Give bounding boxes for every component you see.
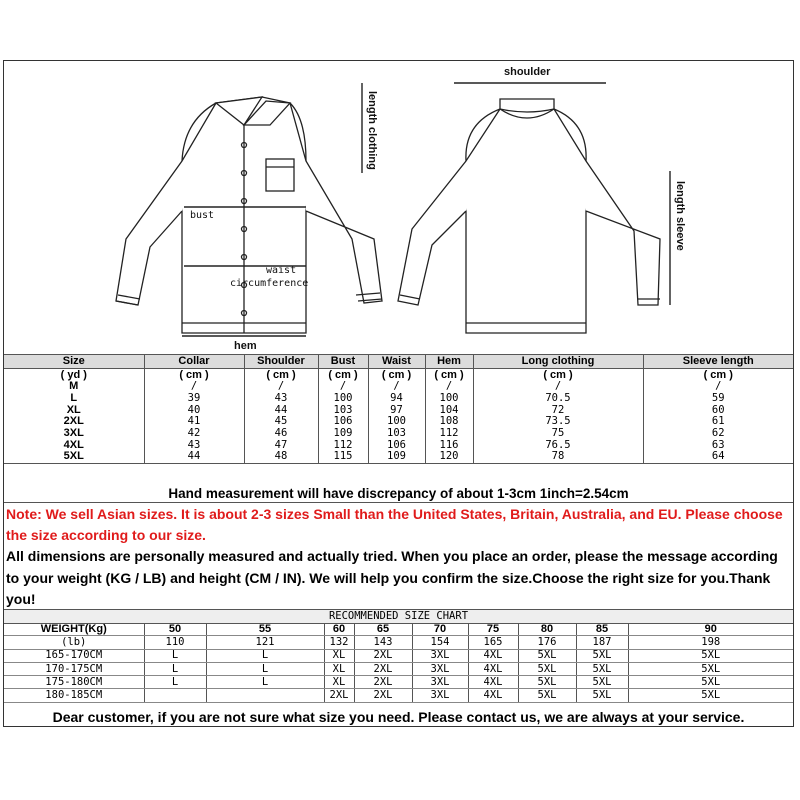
row-label-cell: M — [69, 380, 79, 393]
row-label-cell: 180-185CM — [4, 689, 144, 702]
value-cell: 47 — [244, 439, 318, 451]
size-guide-frame — [3, 60, 794, 727]
value-cell: 2XL — [354, 662, 412, 675]
size-table-row — [4, 393, 793, 405]
value-cell: 70 — [412, 623, 468, 636]
size-table-row — [4, 428, 793, 440]
value-cell: 39 — [144, 393, 244, 405]
header-bust: Bust — [318, 355, 368, 369]
size-table-unit-row — [4, 369, 793, 382]
value-cell: 5XL — [628, 676, 793, 689]
value-cell: 3XL — [412, 689, 468, 702]
value-cell: L — [144, 662, 206, 675]
circumference-label: circumference — [230, 278, 309, 289]
value-cell: 43 — [144, 439, 244, 451]
value-cell: 115 — [318, 451, 368, 463]
value-cell: 78 — [473, 451, 643, 463]
recommended-size-table — [4, 623, 793, 703]
value-cell: 5XL — [576, 662, 628, 675]
value-cell: 5XL — [518, 689, 576, 702]
unit-cell: ( cm ) — [643, 369, 793, 382]
row-label-cell: L — [70, 392, 78, 405]
size-table-header-row — [4, 355, 793, 369]
waist-label: waist — [266, 265, 297, 276]
value-cell: 2XL — [354, 676, 412, 689]
value-cell: 50 — [144, 623, 206, 636]
value-cell: 100 — [425, 393, 473, 405]
size-table — [4, 354, 793, 464]
value-cell: 59 — [643, 393, 793, 405]
value-cell: / — [368, 381, 425, 393]
value-cell: XL — [324, 676, 354, 689]
header-long-clothing: Long clothing — [473, 355, 643, 369]
recommended-table-row — [4, 689, 793, 702]
value-cell: 72 — [473, 404, 643, 416]
unit-cell: ( cm ) — [368, 369, 425, 382]
value-cell: 4XL — [468, 689, 518, 702]
value-cell: 2XL — [354, 689, 412, 702]
row-label-cell: 165-170CM — [4, 649, 144, 662]
unit-cell: ( cm ) — [144, 369, 244, 382]
value-cell: / — [144, 381, 244, 393]
value-cell: / — [643, 381, 793, 393]
value-cell: 75 — [468, 623, 518, 636]
value-cell: 3XL — [412, 649, 468, 662]
value-cell: / — [473, 381, 643, 393]
value-cell: 103 — [368, 428, 425, 440]
value-cell: 48 — [244, 451, 318, 463]
value-cell: 62 — [643, 428, 793, 440]
value-cell: 75 — [473, 428, 643, 440]
value-cell: 2XL — [324, 689, 354, 702]
value-cell: 5XL — [628, 662, 793, 675]
asian-size-warning: Note: We sell Asian sizes. It is about 2-3 sizes Small than the United States, Britain, Australia, and EU. Please choose the size according to our size. — [6, 506, 783, 543]
value-cell: 154 — [412, 636, 468, 649]
value-cell: 3XL — [412, 662, 468, 675]
value-cell: 4XL — [468, 649, 518, 662]
row-label-cell: WEIGHT(Kg) — [4, 623, 144, 636]
value-cell: 76.5 — [473, 439, 643, 451]
value-cell: 80 — [518, 623, 576, 636]
value-cell: 120 — [425, 451, 473, 463]
value-cell — [144, 689, 206, 702]
value-cell: 109 — [368, 451, 425, 463]
row-label-cell: 2XL — [63, 415, 84, 428]
header-shoulder: Shoulder — [244, 355, 318, 369]
recommended-table-body — [4, 623, 793, 702]
row-label-cell: 4XL — [63, 438, 84, 451]
measurement-note: Hand measurement will have discrepancy of about 1-3cm 1inch=2.54cm — [4, 485, 793, 503]
recommended-table-row — [4, 676, 793, 689]
value-cell: 108 — [425, 416, 473, 428]
value-cell: 5XL — [518, 676, 576, 689]
value-cell: 121 — [206, 636, 324, 649]
value-cell: L — [206, 649, 324, 662]
value-cell: 187 — [576, 636, 628, 649]
size-table-body — [4, 381, 793, 463]
unit-cell: ( cm ) — [473, 369, 643, 382]
value-cell — [206, 689, 324, 702]
unit-cell: ( cm ) — [318, 369, 368, 382]
row-label-cell: (lb) — [4, 636, 144, 649]
value-cell: 100 — [368, 416, 425, 428]
value-cell: 176 — [518, 636, 576, 649]
value-cell: 46 — [244, 428, 318, 440]
value-cell: 112 — [425, 428, 473, 440]
measurement-info: All dimensions are personally measured and actually tried. When you place an order, please the message according to your weight (KG / LB) and height (CM / IN). We will help you confirm the size.Choose the right size for you.Thank you! — [6, 548, 778, 607]
value-cell: 5XL — [518, 649, 576, 662]
value-cell: L — [206, 662, 324, 675]
value-cell: 64 — [643, 451, 793, 463]
recommended-table-row — [4, 662, 793, 675]
shoulder-label: shoulder — [504, 66, 551, 78]
value-cell: 70.5 — [473, 393, 643, 405]
value-cell: 44 — [244, 404, 318, 416]
value-cell: 5XL — [576, 649, 628, 662]
header-hem: Hem — [425, 355, 473, 369]
value-cell: 43 — [244, 393, 318, 405]
hem-label: hem — [234, 340, 257, 351]
value-cell: 90 — [628, 623, 793, 636]
shirt-measurement-diagram — [4, 61, 795, 351]
value-cell: 42 — [144, 428, 244, 440]
value-cell: 106 — [368, 439, 425, 451]
value-cell: 60 — [324, 623, 354, 636]
length-clothing-label: length clothing — [366, 91, 378, 170]
size-table-row — [4, 451, 793, 463]
length-sleeve-label: length sleeve — [674, 181, 686, 251]
value-cell: 5XL — [576, 676, 628, 689]
value-cell: 100 — [318, 393, 368, 405]
unit-cell: ( cm ) — [425, 369, 473, 382]
value-cell: L — [206, 676, 324, 689]
header-collar: Collar — [144, 355, 244, 369]
row-label-cell: 3XL — [63, 427, 84, 440]
value-cell: / — [244, 381, 318, 393]
unit-cell: ( yd ) — [60, 368, 87, 381]
value-cell: 5XL — [628, 649, 793, 662]
value-cell: 85 — [576, 623, 628, 636]
value-cell: 106 — [318, 416, 368, 428]
recommended-table-row — [4, 636, 793, 649]
value-cell: 4XL — [468, 662, 518, 675]
value-cell: 5XL — [518, 662, 576, 675]
value-cell: 110 — [144, 636, 206, 649]
value-cell: 2XL — [354, 649, 412, 662]
size-table-row — [4, 416, 793, 428]
value-cell: 104 — [425, 404, 473, 416]
value-cell: 103 — [318, 404, 368, 416]
value-cell: 55 — [206, 623, 324, 636]
value-cell: 5XL — [576, 689, 628, 702]
recommended-chart-title: RECOMMENDED SIZE CHART — [4, 609, 793, 624]
row-label-cell: XL — [66, 403, 81, 416]
value-cell: XL — [324, 662, 354, 675]
value-cell: 112 — [318, 439, 368, 451]
unit-cell: ( cm ) — [244, 369, 318, 382]
recommended-table-row — [4, 649, 793, 662]
customer-service-footer: Dear customer, if you are not sure what size you need. Please contact us, we are always at your service. — [52, 709, 745, 725]
value-cell: XL — [324, 649, 354, 662]
value-cell: 41 — [144, 416, 244, 428]
value-cell: 165 — [468, 636, 518, 649]
value-cell: / — [425, 381, 473, 393]
value-cell: 3XL — [412, 676, 468, 689]
row-label-cell: 5XL — [4, 451, 144, 463]
value-cell: L — [144, 676, 206, 689]
back-shirt-drawing — [398, 99, 660, 333]
header-size: Size — [4, 355, 144, 369]
front-shirt-drawing — [116, 97, 382, 333]
bust-label: bust — [190, 210, 215, 221]
row-label-cell: 170-175CM — [4, 662, 144, 675]
value-cell: 94 — [368, 393, 425, 405]
size-table-row — [4, 439, 793, 451]
value-cell: 45 — [244, 416, 318, 428]
value-cell: 73.5 — [473, 416, 643, 428]
value-cell: 97 — [368, 404, 425, 416]
value-cell: L — [144, 649, 206, 662]
value-cell: 60 — [643, 404, 793, 416]
value-cell: 44 — [144, 451, 244, 463]
value-cell: 132 — [324, 636, 354, 649]
value-cell: / — [318, 381, 368, 393]
recommended-table-row — [4, 623, 793, 636]
value-cell: 65 — [354, 623, 412, 636]
row-label-cell: 175-180CM — [4, 676, 144, 689]
value-cell: 143 — [354, 636, 412, 649]
value-cell: 116 — [425, 439, 473, 451]
value-cell: 4XL — [468, 676, 518, 689]
value-cell: 198 — [628, 636, 793, 649]
size-table-row — [4, 404, 793, 416]
value-cell: 40 — [144, 404, 244, 416]
header-waist: Waist — [368, 355, 425, 369]
size-table-row — [4, 381, 793, 393]
value-cell: 5XL — [628, 689, 793, 702]
value-cell: 109 — [318, 428, 368, 440]
value-cell: 61 — [643, 416, 793, 428]
header-sleeve-length: Sleeve length — [643, 355, 793, 369]
value-cell: 63 — [643, 439, 793, 451]
